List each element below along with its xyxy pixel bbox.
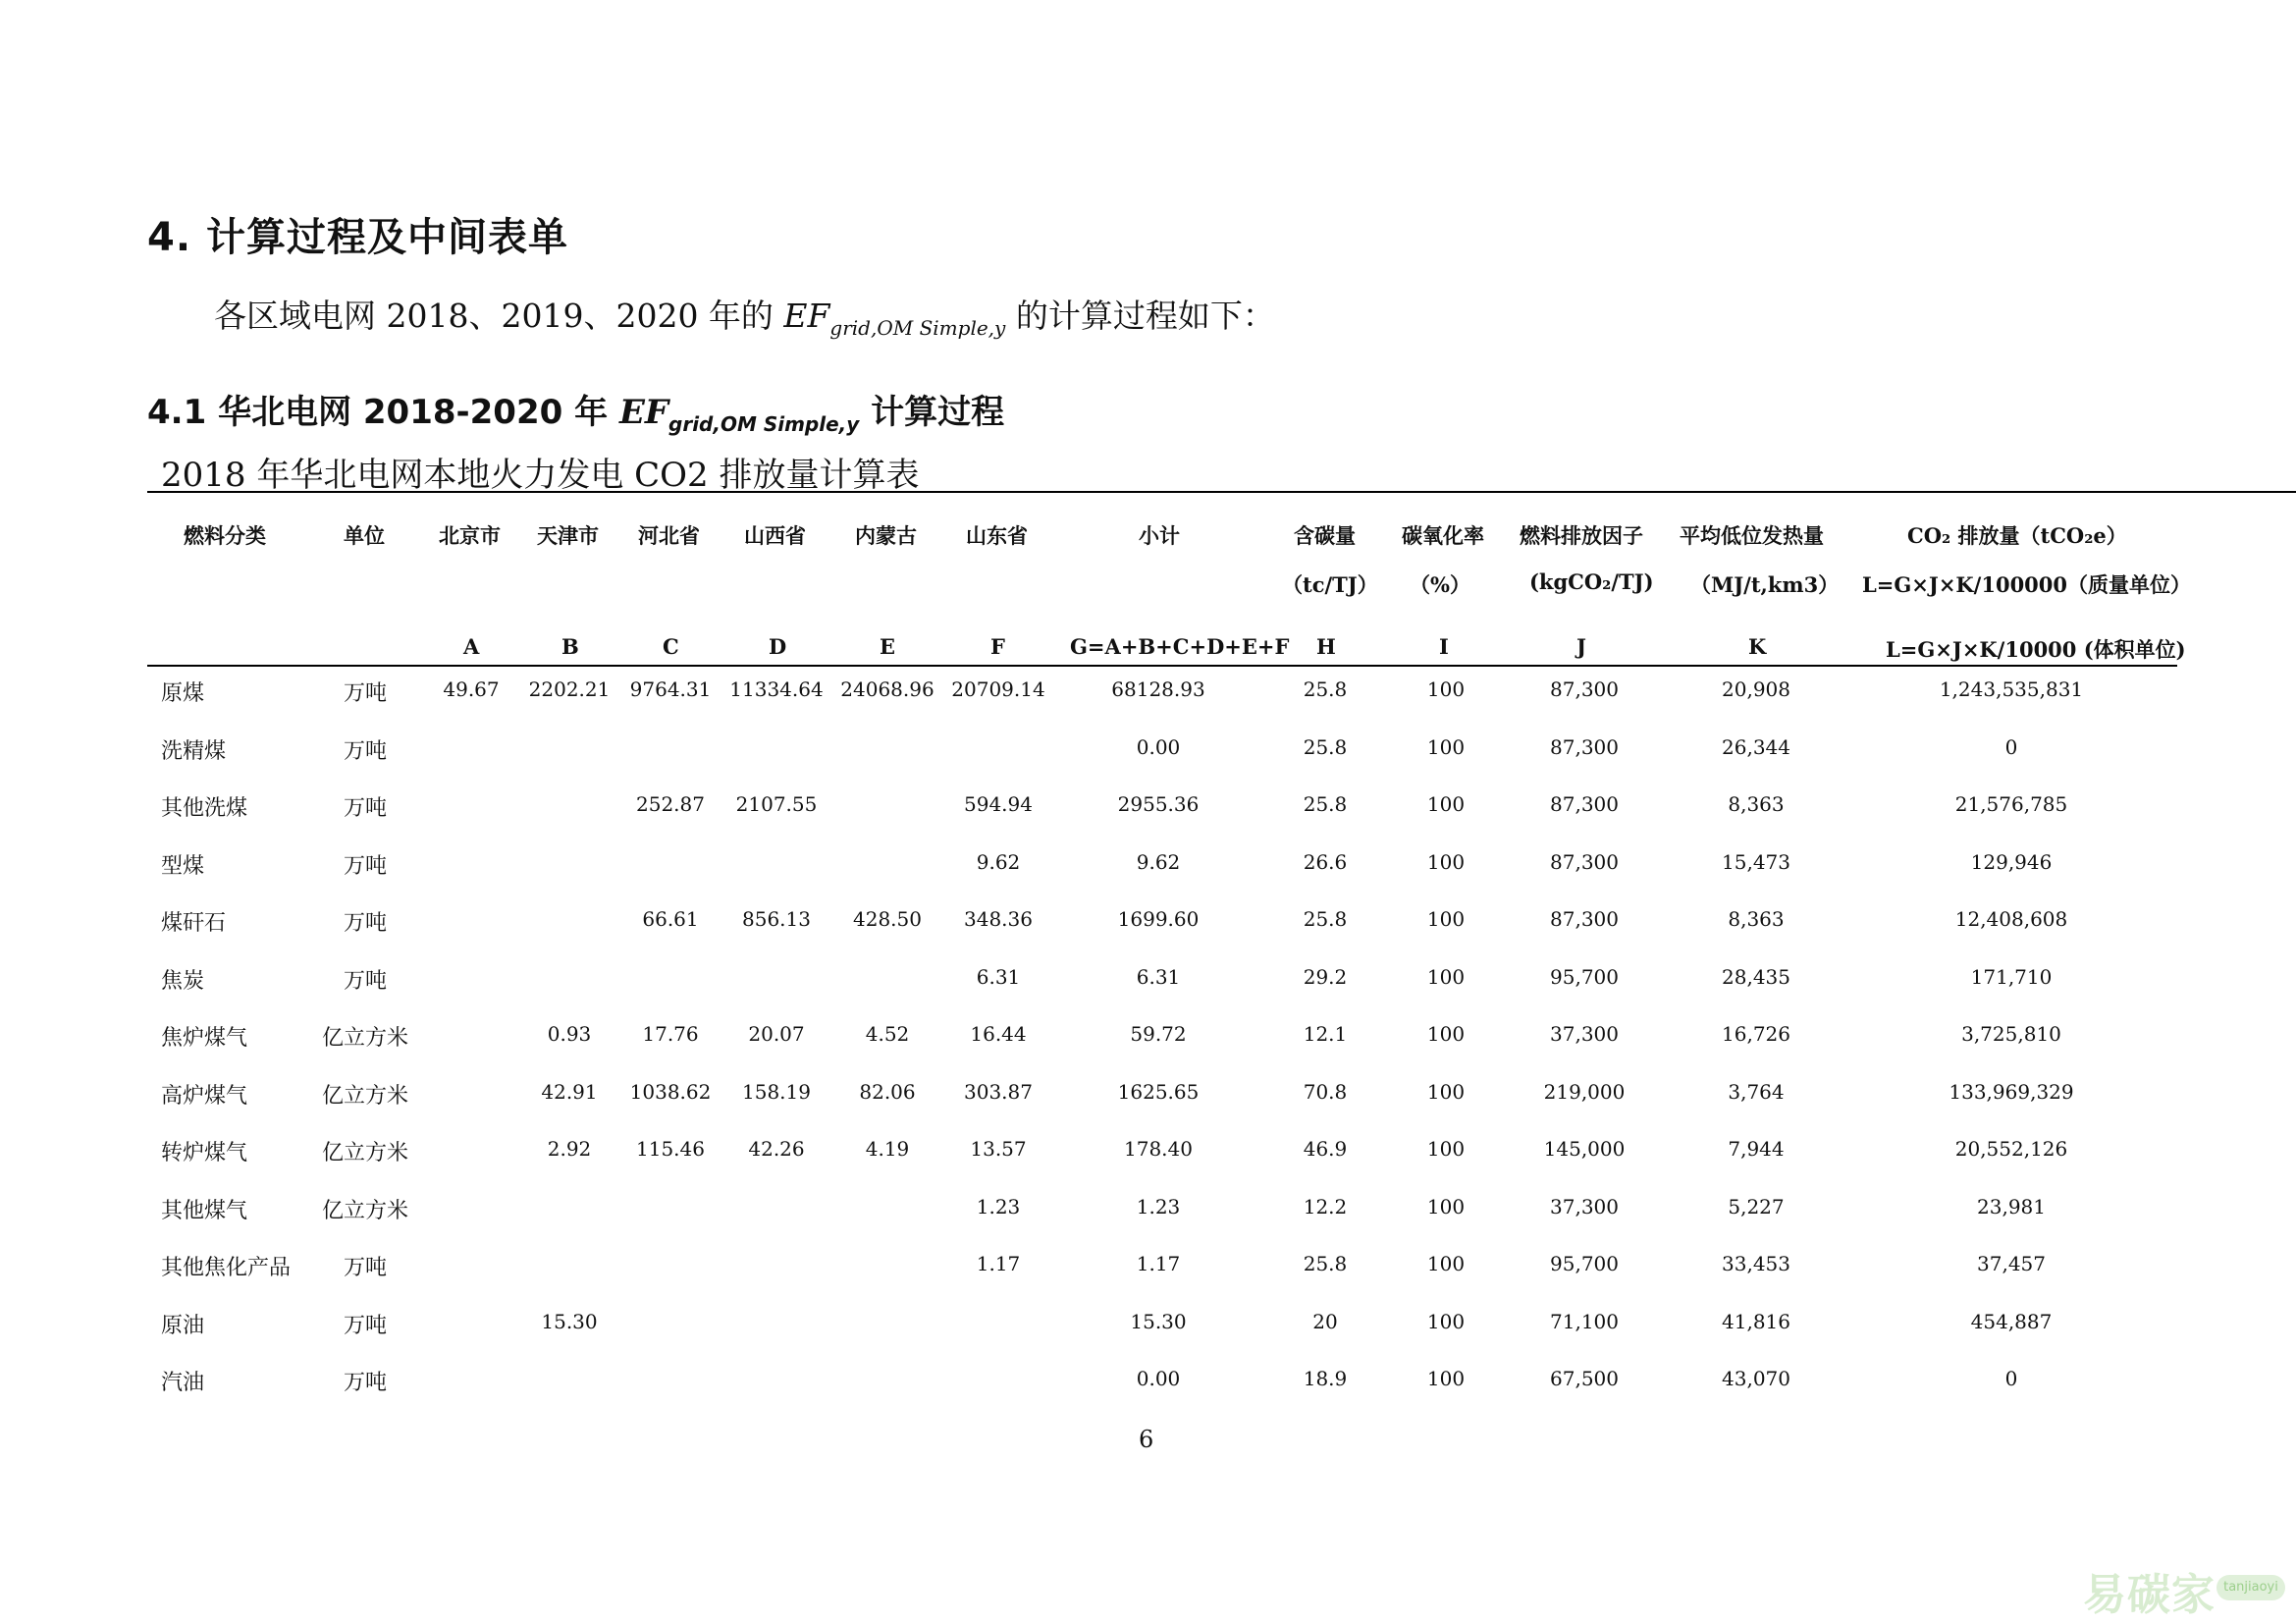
value-cell: 100 (1426, 965, 1466, 989)
fuel-name-cell: 焦炉煤气 (161, 1026, 248, 1051)
value-cell: 49.67 (443, 677, 500, 701)
value-cell: 87,300 (1550, 677, 1619, 701)
value-cell: 23,981 (1977, 1195, 2046, 1218)
subsection-heading (147, 385, 1004, 436)
value-cell: 100 (1426, 677, 1466, 701)
unit-cell: 亿立方米 (321, 1199, 409, 1223)
subsection-before: 4.1 华北电网 2018-2020 年 (147, 393, 619, 432)
fuel-name-cell: 原煤 (161, 681, 205, 706)
header-carbon-unit: （tc/TJ） (1282, 572, 1378, 597)
intro-ef: EF (783, 297, 830, 335)
value-cell: 3,725,810 (1961, 1022, 2061, 1046)
value-cell: 26.6 (1303, 850, 1348, 874)
value-cell: 129,946 (1970, 850, 2053, 874)
subsection-after: 计算过程 (859, 393, 1005, 432)
value-cell: 42.26 (748, 1137, 805, 1161)
value-cell: 25.8 (1303, 1252, 1348, 1275)
value-cell: 1038.62 (629, 1080, 712, 1104)
value-cell: 0.00 (1136, 1367, 1181, 1390)
unit-cell: 万吨 (343, 854, 388, 879)
value-cell: 178.40 (1124, 1137, 1193, 1161)
letter-a: A (463, 634, 480, 659)
fuel-name-cell: 其他煤气 (161, 1199, 248, 1223)
value-cell: 100 (1426, 735, 1466, 759)
value-cell: 66.61 (642, 907, 699, 931)
value-cell: 15.30 (541, 1310, 598, 1333)
header-unit: 单位 (344, 523, 385, 548)
fuel-name-cell: 其他焦化产品 (161, 1256, 292, 1280)
value-cell: 20,908 (1722, 677, 1790, 701)
value-cell: 87,300 (1550, 850, 1619, 874)
value-cell: 25.8 (1303, 735, 1348, 759)
value-cell: 29.2 (1303, 965, 1348, 989)
value-cell: 100 (1426, 1195, 1466, 1218)
fuel-name-cell: 型煤 (161, 854, 205, 879)
value-cell: 4.19 (865, 1137, 910, 1161)
fuel-name-cell: 转炉煤气 (161, 1141, 248, 1165)
header-co2: CO₂ 排放量（tCO₂e） (1907, 523, 2127, 548)
table-top-rule (147, 491, 2296, 493)
header-oxidation-unit: （%） (1410, 572, 1470, 597)
letter-h: H (1316, 634, 1336, 659)
value-cell: 115.46 (636, 1137, 705, 1161)
value-cell: 1625.65 (1117, 1080, 1200, 1104)
value-cell: 18.9 (1303, 1367, 1348, 1390)
value-cell: 15,473 (1722, 850, 1790, 874)
header-co2-volume: L=G×J×K/10000 (体积单位) (1886, 637, 2186, 662)
value-cell: 100 (1426, 1252, 1466, 1275)
letter-j: J (1576, 634, 1586, 659)
value-cell: 67,500 (1550, 1367, 1619, 1390)
intro-before: 各区域电网 2018、2019、2020 年的 (214, 297, 784, 335)
fuel-name-cell: 原油 (161, 1314, 205, 1338)
fuel-name-cell: 高炉煤气 (161, 1084, 248, 1109)
page-number: 6 (1139, 1426, 1154, 1453)
value-cell: 2.92 (547, 1137, 592, 1161)
value-cell: 100 (1426, 792, 1466, 816)
unit-cell: 亿立方米 (321, 1026, 409, 1051)
value-cell: 12,408,608 (1954, 907, 2068, 931)
value-cell: 20 (1312, 1310, 1338, 1333)
value-cell: 6.31 (1136, 965, 1181, 989)
value-cell: 158.19 (742, 1080, 811, 1104)
value-cell: 0 (2004, 1367, 2018, 1390)
value-cell: 37,300 (1550, 1022, 1619, 1046)
watermark-badge: tanjiaoyi (2216, 1575, 2285, 1600)
unit-cell: 万吨 (343, 1371, 388, 1395)
fuel-name-cell: 煤矸石 (161, 911, 227, 936)
value-cell: 133,969,329 (1949, 1080, 2074, 1104)
letter-c: C (663, 634, 679, 659)
value-cell: 70.8 (1303, 1080, 1348, 1104)
value-cell: 26,344 (1722, 735, 1790, 759)
value-cell: 7,944 (1728, 1137, 1785, 1161)
value-cell: 100 (1426, 1310, 1466, 1333)
letter-d: D (769, 634, 787, 659)
header-subtotal: 小计 (1139, 523, 1180, 548)
intro-after: 的计算过程如下： (1005, 297, 1275, 335)
value-cell: 37,300 (1550, 1195, 1619, 1218)
table-title: 2018 年华北电网本地火力发电 CO2 排放量计算表 (161, 456, 920, 495)
value-cell: 15.30 (1130, 1310, 1187, 1333)
unit-cell: 万吨 (343, 796, 388, 821)
value-cell: 2955.36 (1117, 792, 1200, 816)
subsection-ef-sub: grid,OM Simple,y (668, 412, 860, 436)
value-cell: 2107.55 (735, 792, 818, 816)
header-beijing: 北京市 (439, 523, 501, 548)
value-cell: 8,363 (1728, 792, 1785, 816)
header-shanxi: 山西省 (744, 523, 806, 548)
header-shandong: 山东省 (966, 523, 1028, 548)
letter-e: E (880, 634, 896, 659)
value-cell: 42.91 (541, 1080, 598, 1104)
value-cell: 46.9 (1303, 1137, 1348, 1161)
header-ncv: 平均低位发热量 (1680, 523, 1824, 548)
value-cell: 12.2 (1303, 1195, 1348, 1218)
value-cell: 145,000 (1543, 1137, 1626, 1161)
value-cell: 0.00 (1136, 735, 1181, 759)
value-cell: 6.31 (976, 965, 1021, 989)
header-ncv-unit: （MJ/t,km3） (1690, 572, 1840, 597)
letter-k: K (1748, 634, 1767, 659)
value-cell: 59.72 (1130, 1022, 1187, 1046)
fuel-name-cell: 其他洗煤 (161, 796, 248, 821)
watermark-logo (2083, 1559, 2287, 1618)
value-cell: 252.87 (636, 792, 705, 816)
unit-cell: 万吨 (343, 1314, 388, 1338)
value-cell: 28,435 (1722, 965, 1790, 989)
value-cell: 100 (1426, 850, 1466, 874)
value-cell: 20709.14 (951, 677, 1045, 701)
value-cell: 95,700 (1550, 1252, 1619, 1275)
table-header-rule (147, 665, 2177, 667)
value-cell: 100 (1426, 1080, 1466, 1104)
value-cell: 303.87 (964, 1080, 1033, 1104)
value-cell: 16.44 (970, 1022, 1027, 1046)
value-cell: 17.76 (642, 1022, 699, 1046)
intro-ef-sub: grid,OM Simple,y (829, 316, 1006, 340)
value-cell: 13.57 (970, 1137, 1027, 1161)
value-cell: 24068.96 (840, 677, 934, 701)
value-cell: 82.06 (859, 1080, 916, 1104)
letter-b: B (561, 634, 579, 659)
value-cell: 95,700 (1550, 965, 1619, 989)
intro-paragraph (214, 291, 1275, 340)
value-cell: 11334.64 (729, 677, 824, 701)
value-cell: 20,552,126 (1954, 1137, 2068, 1161)
value-cell: 454,887 (1970, 1310, 2053, 1333)
value-cell: 1.23 (976, 1195, 1021, 1218)
value-cell: 43,070 (1722, 1367, 1790, 1390)
value-cell: 219,000 (1543, 1080, 1626, 1104)
value-cell: 41,816 (1722, 1310, 1790, 1333)
fuel-name-cell: 洗精煤 (161, 739, 227, 764)
section-heading: 4. 计算过程及中间表单 (147, 215, 568, 260)
unit-cell: 亿立方米 (321, 1141, 409, 1165)
header-carbon: 含碳量 (1294, 523, 1356, 548)
header-oxidation: 碳氧化率 (1402, 523, 1484, 548)
value-cell: 4.52 (865, 1022, 910, 1046)
unit-cell: 亿立方米 (321, 1084, 409, 1109)
value-cell: 21,576,785 (1954, 792, 2068, 816)
header-fuel: 燃料分类 (184, 523, 266, 548)
value-cell: 5,227 (1728, 1195, 1785, 1218)
header-ef-unit: (kgCO₂/TJ) (1529, 569, 1654, 594)
value-cell: 87,300 (1550, 907, 1619, 931)
unit-cell: 万吨 (343, 911, 388, 936)
value-cell: 2202.21 (528, 677, 611, 701)
letter-g-formula: G=A+B+C+D+E+F (1070, 634, 1290, 659)
value-cell: 25.8 (1303, 792, 1348, 816)
value-cell: 100 (1426, 1022, 1466, 1046)
value-cell: 1699.60 (1117, 907, 1200, 931)
unit-cell: 万吨 (343, 1256, 388, 1280)
header-tianjin: 天津市 (537, 523, 599, 548)
subsection-ef: EF (618, 393, 669, 432)
value-cell: 348.36 (964, 907, 1033, 931)
value-cell: 87,300 (1550, 735, 1619, 759)
header-co2-mass: L=G×J×K/100000（质量单位） (1862, 572, 2192, 597)
value-cell: 1,243,535,831 (1939, 677, 2084, 701)
value-cell: 9764.31 (629, 677, 712, 701)
value-cell: 1.17 (976, 1252, 1021, 1275)
value-cell: 20.07 (748, 1022, 805, 1046)
unit-cell: 万吨 (343, 739, 388, 764)
header-neimenggu: 内蒙古 (855, 523, 917, 548)
value-cell: 1.23 (1136, 1195, 1181, 1218)
value-cell: 68128.93 (1111, 677, 1205, 701)
value-cell: 87,300 (1550, 792, 1619, 816)
value-cell: 1.17 (1136, 1252, 1181, 1275)
value-cell: 3,764 (1728, 1080, 1785, 1104)
value-cell: 594.94 (964, 792, 1033, 816)
header-emission-factor: 燃料排放因子 (1520, 523, 1643, 548)
watermark-text: 易碳家 (2083, 1570, 2216, 1620)
value-cell: 171,710 (1970, 965, 2053, 989)
fuel-name-cell: 汽油 (161, 1371, 205, 1395)
value-cell: 37,457 (1977, 1252, 2046, 1275)
value-cell: 100 (1426, 907, 1466, 931)
unit-cell: 万吨 (343, 969, 388, 994)
value-cell: 12.1 (1303, 1022, 1348, 1046)
value-cell: 16,726 (1722, 1022, 1790, 1046)
value-cell: 100 (1426, 1137, 1466, 1161)
value-cell: 71,100 (1550, 1310, 1619, 1333)
value-cell: 9.62 (1136, 850, 1181, 874)
unit-cell: 万吨 (343, 681, 388, 706)
value-cell: 25.8 (1303, 677, 1348, 701)
value-cell: 0.93 (547, 1022, 592, 1046)
value-cell: 33,453 (1722, 1252, 1790, 1275)
value-cell: 8,363 (1728, 907, 1785, 931)
value-cell: 428.50 (853, 907, 922, 931)
value-cell: 100 (1426, 1367, 1466, 1390)
fuel-name-cell: 焦炭 (161, 969, 205, 994)
letter-f: F (990, 634, 1005, 659)
value-cell: 856.13 (742, 907, 811, 931)
value-cell: 9.62 (976, 850, 1021, 874)
letter-i: I (1439, 634, 1449, 659)
value-cell: 25.8 (1303, 907, 1348, 931)
header-hebei: 河北省 (638, 523, 700, 548)
value-cell: 0 (2004, 735, 2018, 759)
